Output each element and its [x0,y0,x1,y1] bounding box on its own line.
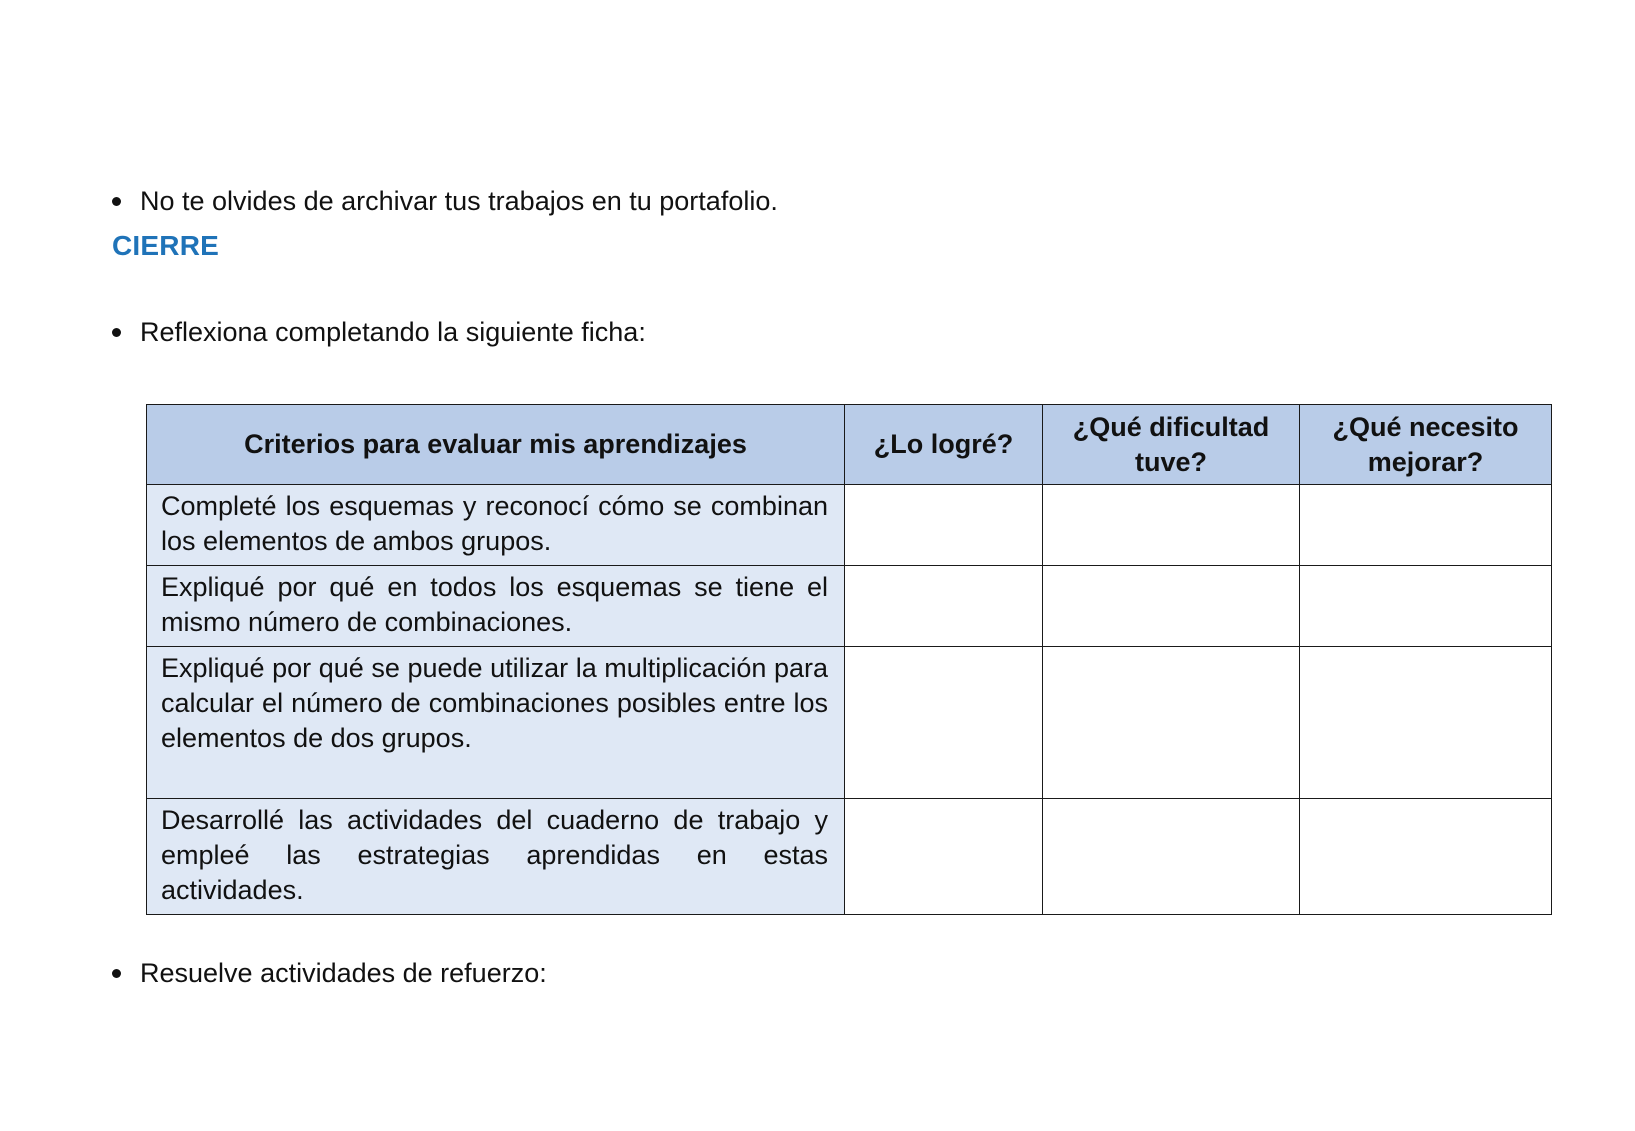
difficulty-cell[interactable] [1043,485,1300,566]
table-row [147,485,1552,566]
difficulty-cell[interactable] [1043,566,1300,647]
self-evaluation-table [146,404,1552,915]
criterion-cell: Completé los esquemas y reconocí cómo se combinan los elementos de ambos grupos. [147,485,845,566]
table-row [147,647,1552,799]
table-header-row [147,405,1552,485]
improve-cell[interactable] [1300,485,1552,566]
achieved-cell[interactable] [845,647,1043,799]
improve-cell[interactable] [1300,566,1552,647]
achieved-cell[interactable] [845,566,1043,647]
header-improve: ¿Qué necesito mejorar? [1300,405,1552,485]
improve-cell[interactable] [1300,647,1552,799]
bullet-reinforce-text: Resuelve actividades de refuerzo: [140,958,547,988]
header-difficulty: ¿Qué dificultad tuve? [1043,405,1300,485]
header-criteria: Criterios para evaluar mis aprendizajes [147,405,845,485]
bullet-reinforce [112,956,547,990]
table-row [147,799,1552,915]
bullet-reflect-text: Reflexiona completando la siguiente ficha: [140,317,646,347]
bullet-archive-portfolio [112,184,778,218]
section-title-cierre: CIERRE [112,230,219,261]
achieved-cell[interactable] [845,799,1043,915]
header-achieved: ¿Lo logré? [845,405,1043,485]
criterion-cell: Expliqué por qué en todos los esquemas se tiene el mismo número de combinaciones. [147,566,845,647]
difficulty-cell[interactable] [1043,647,1300,799]
bullet-icon [112,197,121,206]
bullet-archive-text: No te olvides de archivar tus trabajos en tu portafolio. [140,186,778,216]
criterion-cell: Desarrollé las actividades del cuaderno de trabajo y empleé las estrategias aprendidas en estas actividades. [147,799,845,915]
achieved-cell[interactable] [845,485,1043,566]
improve-cell[interactable] [1300,799,1552,915]
bullet-icon [112,328,121,337]
bullet-icon [112,969,121,978]
bullet-reflect [112,315,646,349]
criterion-cell: Expliqué por qué se puede utilizar la multiplicación para calcular el número de combinaciones posibles entre los elementos de dos grupos. [147,647,845,799]
table-row [147,566,1552,647]
difficulty-cell[interactable] [1043,799,1300,915]
